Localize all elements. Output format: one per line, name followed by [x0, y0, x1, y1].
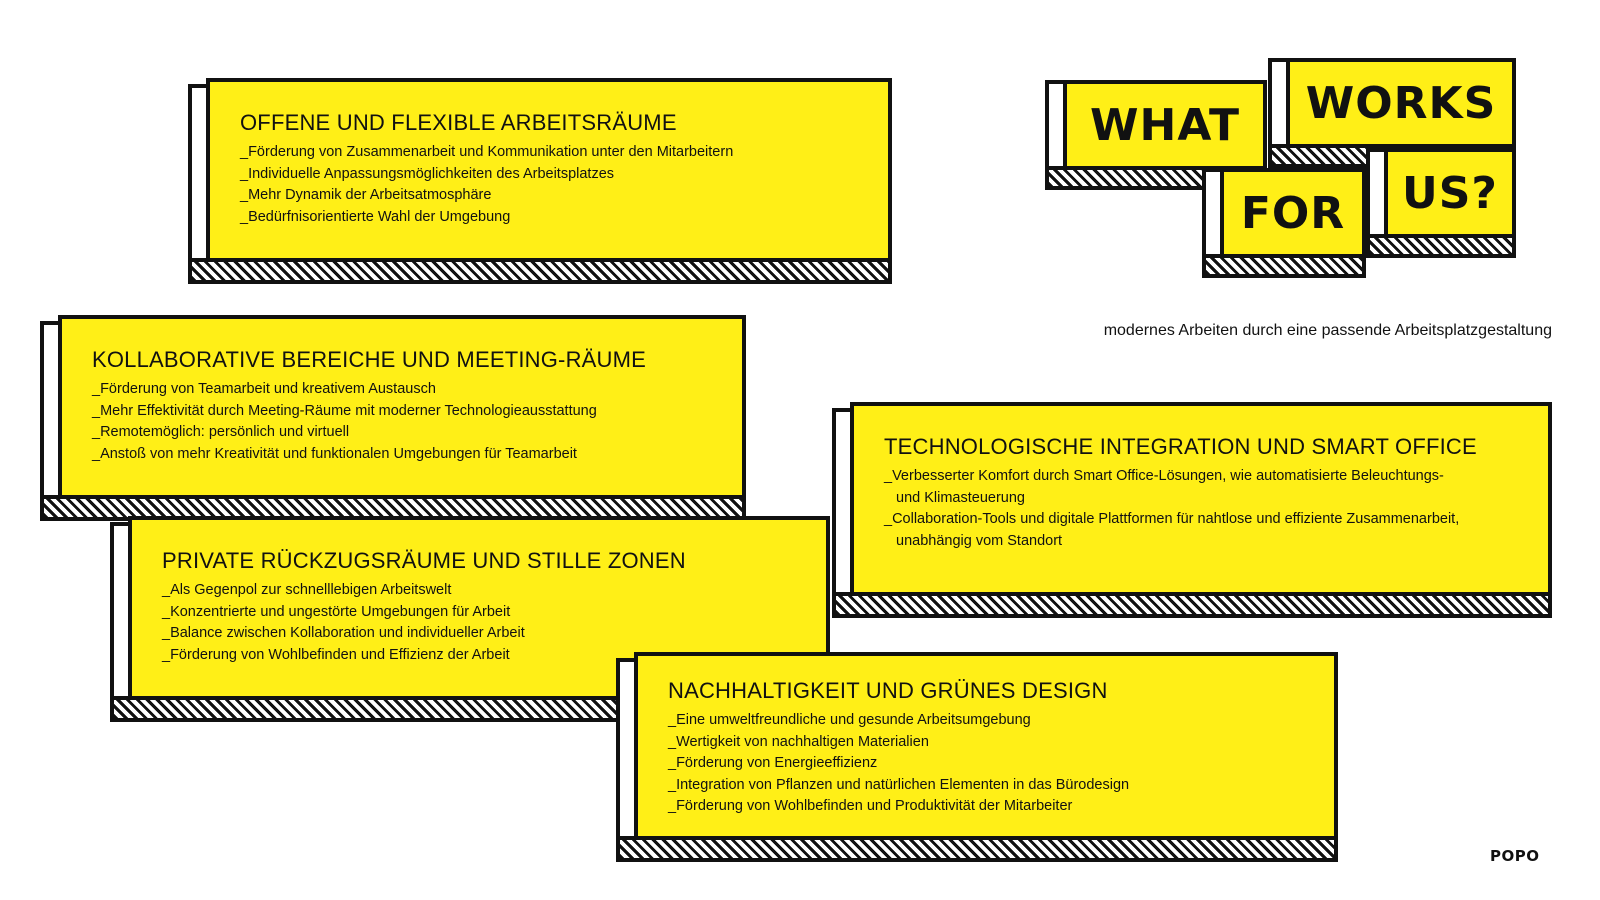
logo-block-for: [1202, 168, 1366, 278]
card-title: NACHHALTIGKEIT UND GRÜNES DESIGN: [668, 678, 1108, 703]
list-item: _Balance zwischen Kollaboration und individueller Arbeit: [162, 625, 525, 641]
list-item: _Förderung von Wohlbefinden und Effizienz der Arbeit: [162, 646, 510, 663]
list-item: _Integration von Pflanzen und natürlichen Elementen in das Bürodesign: [668, 776, 1130, 793]
list-item: _Remotemöglich: persönlich und virtuell: [92, 424, 350, 440]
card-list: [92, 379, 712, 465]
list-item: _Konzentrierte und ungestörte Umgebungen für Arbeit: [162, 603, 511, 620]
list-item: _Bedürfnisorientierte Wahl der Umgebung: [240, 208, 511, 225]
brand-logo: POPO: [1490, 847, 1540, 865]
list-item: [884, 488, 1518, 510]
list-item: _Förderung von Wohlbefinden und Produktivität der Mitarbeiter: [668, 798, 1073, 814]
list-item: _Verbesserter Komfort durch Smart Office-Lösungen, wie automatisierte Beleuchtungs-: [884, 468, 1444, 484]
logo-word-us: US?: [1384, 148, 1516, 238]
logo-word-what: WHAT: [1063, 80, 1267, 170]
card-list: [668, 710, 1304, 818]
subtitle: modernes Arbeiten durch eine passende Arbeitsplatzgestaltung: [1103, 322, 1552, 339]
list-item-continued: unabhängig vom Standort: [896, 532, 1063, 549]
card-title: OFFENE UND FLEXIBLE ARBEITSRÄUME: [240, 110, 677, 135]
card-smart-office: [832, 402, 1552, 618]
card-face: [206, 78, 892, 262]
list-item: _Wertigkeit von nachhaltigen Materialien: [668, 733, 929, 750]
card-open-flexible: [188, 78, 892, 284]
logo-block-us: [1366, 148, 1516, 258]
card-face: [634, 652, 1338, 840]
list-item: [884, 531, 1518, 553]
card-title: PRIVATE RÜCKZUGSRÄUME UND STILLE ZONEN: [162, 548, 686, 573]
card-collaborative: [40, 315, 746, 521]
list-item: _Förderung von Energieeffizienz: [668, 755, 878, 771]
list-item: _Collaboration-Tools und digitale Plattformen für nahtlose und effiziente Zusammenarbeit,: [884, 511, 1460, 527]
list-item: _Anstoß von mehr Kreativität und funktionalen Umgebungen für Teamarbeit: [92, 445, 577, 462]
list-item-continued: und Klimasteuerung: [896, 489, 1025, 506]
card-title: TECHNOLOGISCHE INTEGRATION UND SMART OFFICE: [884, 434, 1477, 459]
card-title: KOLLABORATIVE BEREICHE UND MEETING-RÄUME: [92, 347, 647, 372]
card-sustainability: [616, 652, 1338, 862]
list-item: _Eine umweltfreundliche und gesunde Arbeitsumgebung: [668, 712, 1031, 728]
list-item: _Förderung von Zusammenarbeit und Kommunikation unter den Mitarbeitern: [240, 144, 734, 160]
list-item: _Mehr Dynamik der Arbeitsatmosphäre: [240, 187, 492, 203]
list-item: _Individuelle Anpassungsmöglichkeiten des Arbeitsplatzes: [240, 165, 615, 182]
list-item: _Mehr Effektivität durch Meeting-Räume mit moderner Technologieausstattung: [92, 402, 597, 419]
card-face: [58, 315, 746, 499]
card-list: [240, 142, 858, 228]
logo-word-for: FOR: [1220, 168, 1366, 258]
list-item: _Als Gegenpol zur schnelllebigen Arbeitswelt: [162, 582, 452, 598]
card-list: [884, 466, 1518, 552]
card-face: [850, 402, 1552, 596]
logo-word-works: WORKS: [1286, 58, 1516, 148]
list-item: _Förderung von Teamarbeit und kreativem Austausch: [92, 381, 436, 397]
